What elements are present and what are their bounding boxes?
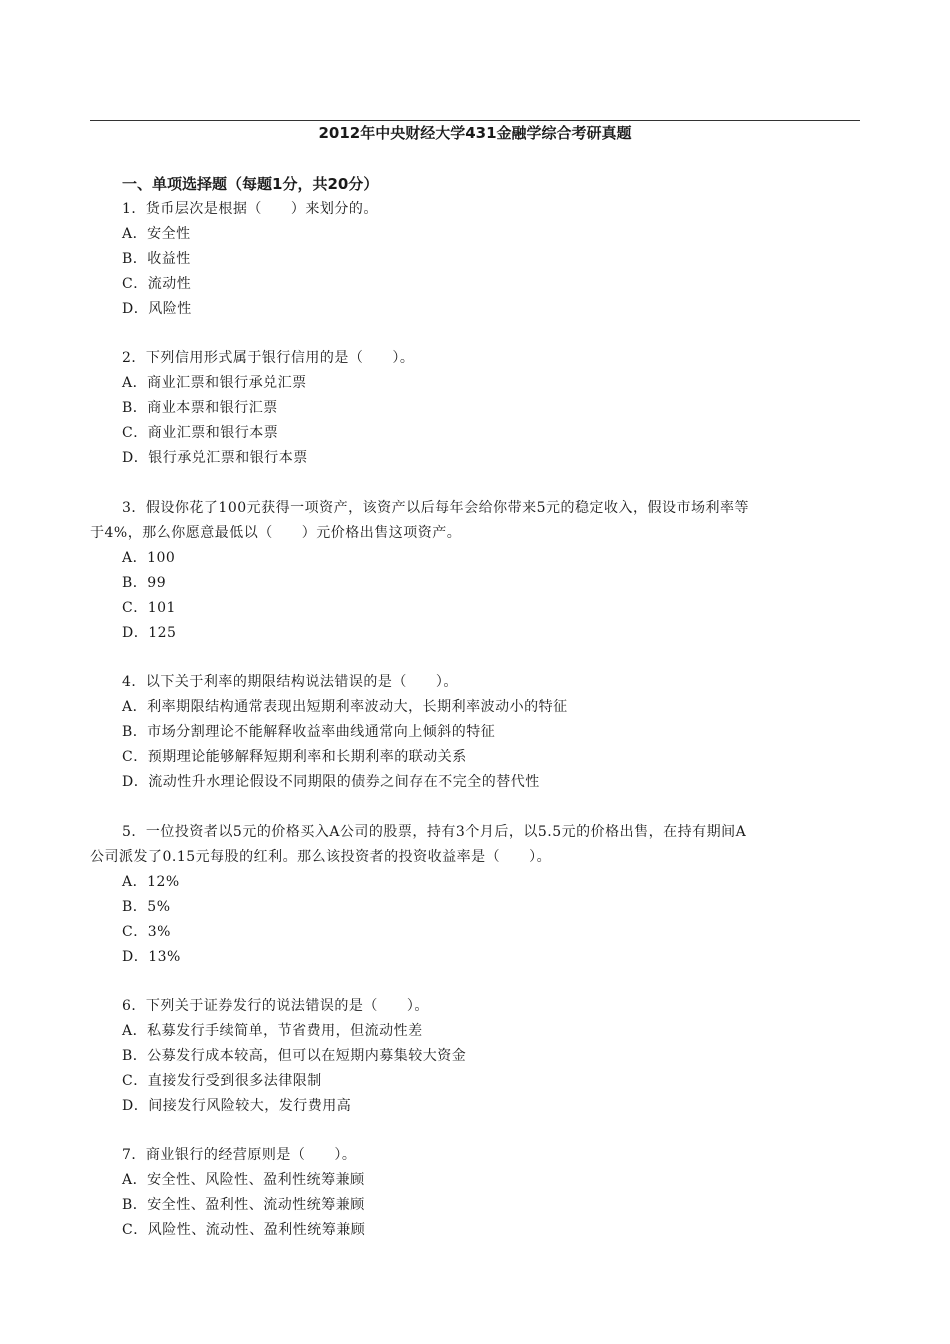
question-1-option-d: D．风险性 (122, 301, 192, 317)
question-7-stem: 7．商业银行的经营原则是（ ）。 (122, 1147, 357, 1163)
document-title: 2012年中央财经大学431金融学综合考研真题 (318, 124, 632, 142)
question-3-option-a: A．100 (122, 550, 176, 566)
question-2-option-b: B．商业本票和银行汇票 (122, 400, 278, 416)
question-1-stem: 1．货币层次是根据（ ）来划分的。 (122, 201, 378, 217)
question-4-option-c: C．预期理论能够解释短期利率和长期利率的联动关系 (122, 749, 467, 765)
question-7-option-b: B．安全性、盈利性、流动性统筹兼顾 (122, 1197, 365, 1213)
question-4-stem: 4．以下关于利率的期限结构说法错误的是（ ）。 (122, 674, 458, 690)
question-4-option-a: A．利率期限结构通常表现出短期利率波动大，长期利率波动小的特征 (122, 699, 568, 715)
question-1-option-c: C．流动性 (122, 276, 192, 292)
question-5-option-d: D．13% (122, 949, 181, 965)
question-5-stem-line-2: 公司派发了0.15元每股的红利。那么该投资者的投资收益率是（ ）。 (90, 849, 552, 865)
question-6-stem: 6．下列关于证券发行的说法错误的是（ ）。 (122, 998, 429, 1014)
question-7-option-c: C．风险性、流动性、盈利性统筹兼顾 (122, 1222, 366, 1238)
question-6-option-b: B．公募发行成本较高，但可以在短期内募集较大资金 (122, 1048, 467, 1064)
question-1-option-b: B．收益性 (122, 251, 191, 267)
question-3-option-b: B．99 (122, 575, 167, 591)
question-5-option-b: B．5% (122, 899, 171, 915)
question-3-stem-line-2: 于4%，那么你愿意最低以（ ）元价格出售这项资产。 (90, 525, 462, 541)
question-4-option-d: D．流动性升水理论假设不同期限的债券之间存在不完全的替代性 (122, 774, 540, 790)
question-2-option-d: D．银行承兑汇票和银行本票 (122, 450, 308, 466)
question-2-option-c: C．商业汇票和银行本票 (122, 425, 279, 441)
section-heading: 一、单项选择题（每题1分，共20分） (122, 175, 379, 193)
question-5-stem-line-1: 5．一位投资者以5元的价格买入A公司的股票，持有3个月后，以5.5元的价格出售，在持有期间A (122, 824, 747, 840)
question-5-option-a: A．12% (122, 874, 180, 890)
header-rule (90, 120, 860, 121)
question-3-option-c: C．101 (122, 600, 176, 616)
question-6-option-a: A．私募发行手续简单，节省费用，但流动性差 (122, 1023, 423, 1039)
question-3-stem-line-1: 3．假设你花了100元获得一项资产，该资产以后每年会给你带来5元的稳定收入，假设市场利率等 (122, 500, 750, 516)
question-6-option-c: C．直接发行受到很多法律限制 (122, 1073, 322, 1089)
question-4-option-b: B．市场分割理论不能解释收益率曲线通常向上倾斜的特征 (122, 724, 496, 740)
question-2-stem: 2．下列信用形式属于银行信用的是（ ）。 (122, 350, 415, 366)
question-1-option-a: A．安全性 (122, 226, 191, 242)
question-5-option-c: C．3% (122, 924, 171, 940)
question-7-option-a: A．安全性、风险性、盈利性统筹兼顾 (122, 1172, 365, 1188)
question-2-option-a: A．商业汇票和银行承兑汇票 (122, 375, 307, 391)
question-3-option-d: D．125 (122, 625, 177, 641)
question-6-option-d: D．间接发行风险较大，发行费用高 (122, 1098, 352, 1114)
